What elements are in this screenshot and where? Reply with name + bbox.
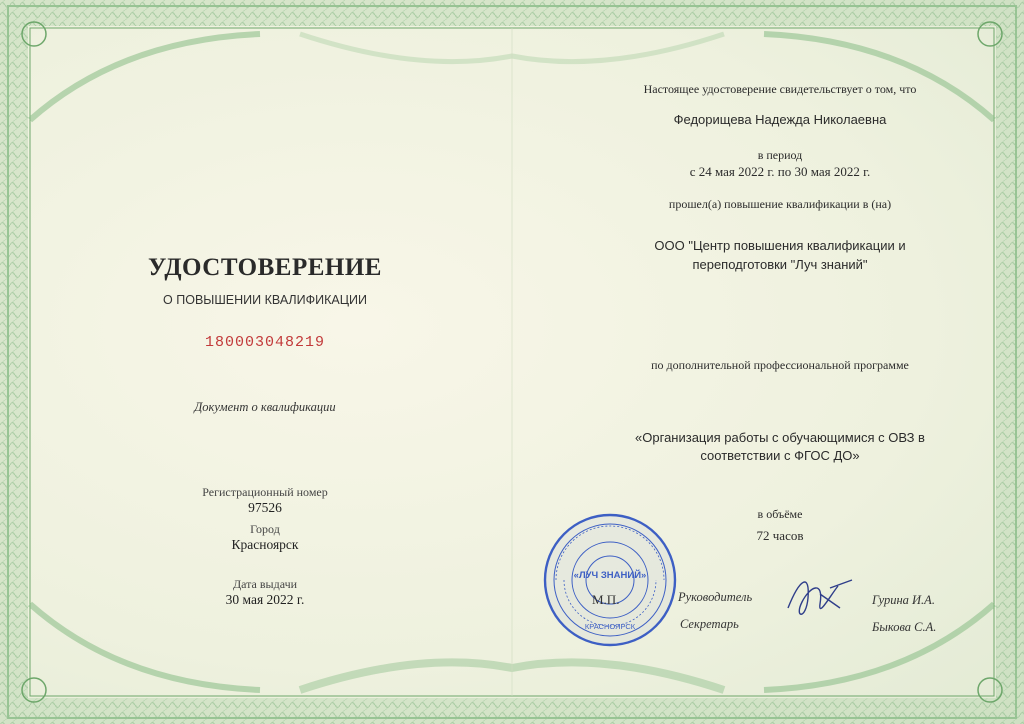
document-kind: Документ о квалификации bbox=[194, 400, 336, 414]
stamp-center-text: «ЛУЧ ЗНАНИЙ» bbox=[573, 570, 647, 581]
head-name: Гурина И.А. bbox=[872, 593, 935, 607]
city-label: Город bbox=[250, 522, 280, 536]
city-value: Красноярск bbox=[231, 537, 299, 552]
organization-line-1: ООО "Центр повышения квалификации и bbox=[654, 238, 906, 253]
secretary-label: Секретарь bbox=[680, 617, 739, 631]
issue-date: 30 мая 2022 г. bbox=[225, 592, 305, 607]
head-label: Руководитель bbox=[678, 590, 753, 604]
period-label: в период bbox=[757, 148, 803, 162]
issue-date-label: Дата выдачи bbox=[232, 577, 298, 591]
period-value: с 24 мая 2022 г. по 30 мая 2022 г. bbox=[689, 164, 871, 179]
document-title: УДОСТОВЕРЕНИЕ bbox=[148, 254, 382, 281]
full-name: Федорищева Надежда Николаевна bbox=[673, 112, 887, 127]
program-label: по дополнительной профессиональной программе bbox=[651, 358, 909, 372]
registration-number: 97526 bbox=[248, 500, 282, 515]
program-line-1: «Организация работы с обучающимися с ОВЗ в bbox=[635, 430, 925, 445]
signature-scribble bbox=[780, 568, 860, 628]
registration-label: Регистрационный номер bbox=[202, 485, 328, 499]
passed-text: прошел(а) повышение квалификации в (на) bbox=[668, 197, 892, 211]
intro-text: Настоящее удостоверение свидетельствует о том, что bbox=[643, 82, 917, 96]
organization-line-2: переподготовки "Луч знаний" bbox=[692, 257, 868, 272]
volume-value: 72 часов bbox=[756, 528, 804, 543]
volume-label: в объёме bbox=[757, 507, 803, 521]
stamp-place-mark: М.П. bbox=[592, 592, 620, 607]
secretary-name: Быкова С.А. bbox=[872, 620, 937, 634]
official-stamp bbox=[542, 512, 678, 648]
stamp-city: КРАСНОЯРСК bbox=[584, 622, 636, 631]
document-subtitle: О ПОВЫШЕНИИ КВАЛИФИКАЦИИ bbox=[163, 293, 367, 307]
program-line-2: соответствии с ФГОС ДО» bbox=[700, 448, 860, 463]
serial-number: 180003048219 bbox=[204, 334, 326, 351]
